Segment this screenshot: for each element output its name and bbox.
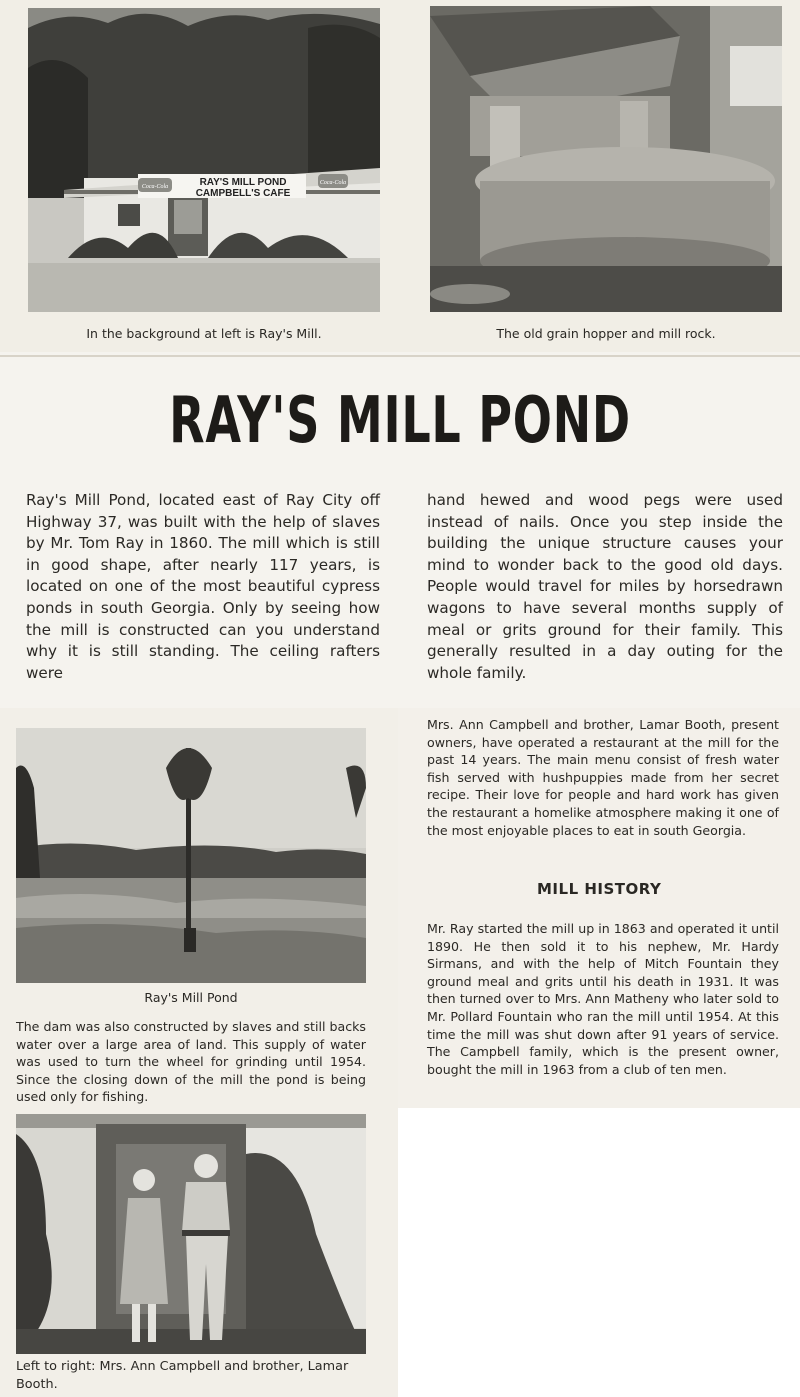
caption-owners: Left to right: Mrs. Ann Campbell and brother, Lamar Booth. — [16, 1359, 349, 1392]
caption-pond: Ray's Mill Pond — [144, 990, 238, 1005]
cola-sign-right: Coca-Cola — [319, 180, 347, 186]
fold-line — [0, 355, 800, 357]
sign-line1: RAY'S MILL POND — [199, 177, 287, 188]
owners-paragraph: Mrs. Ann Campbell and brother, Lamar Booth, present owners, have operated a restaurant at the mill for the past 14 years. The main menu consist of fresh water fish served with hushpuppies made from her secret recipe. Their love for people and hard work has given the restaurant a homelike atmosphere making it one of the most enjoyable places to eat in south Georgia. — [427, 717, 779, 838]
cola-sign-left: Coca-Cola — [141, 184, 169, 190]
article-column-2: hand hewed and wood pegs were used instead of nails. Once you step inside the building the unique structure causes your mind to wonder back to the good old days. People would travel for miles by horsedrawn wagons to have several months supply of meal or grits ground for their family. This generally resulted in a day outing for the whole family. — [427, 491, 783, 682]
pond-photo — [16, 728, 366, 983]
caption-hopper: The old grain hopper and mill rock. — [496, 326, 716, 341]
mill-history-paragraph: Mr. Ray started the mill up in 1863 and operated it until 1890. He then sold it to his nephew, Mr. Hardy Sirmans, and with the help of Mitch Fountain they ground meal and grits until his death in 1931. It was then turned over to Mrs. Ann Matheny who later sold to Mr. Pollard Fountain who ran the mill until 1954. At this time the mill was shut down after 91 years of service. The Campbell family, which is the present owner, bought the mill in 1963 from a club of ten men. — [427, 921, 779, 1077]
dam-paragraph: The dam was also constructed by slaves and still backs water over a large area of land. This supply of water was used to turn the wheel for grinding until 1954. Since the closing down of the mill the pond is being used only for fishing. — [16, 1019, 366, 1105]
owners-photo — [16, 1114, 366, 1354]
article-column-1: Ray's Mill Pond, located east of Ray City off Highway 37, was built with the help of slaves by Mr. Tom Ray in 1860. The mill which is still in good shape, after nearly 117 years, is located on one of the most beautiful cypress ponds in south Georgia. Only by seeing how the mill is constructed can you understand why it is still standing. The ceiling rafters were — [26, 491, 380, 682]
hopper-photo — [430, 6, 782, 312]
mill-history-heading: MILL HISTORY — [537, 880, 662, 898]
sign-line2: CAMPBELL'S CAFE — [195, 188, 291, 199]
cafe-photo — [28, 8, 380, 312]
caption-cafe: In the background at left is Ray's Mill. — [86, 326, 322, 341]
article-title: RAY'S MILL POND — [169, 384, 631, 458]
